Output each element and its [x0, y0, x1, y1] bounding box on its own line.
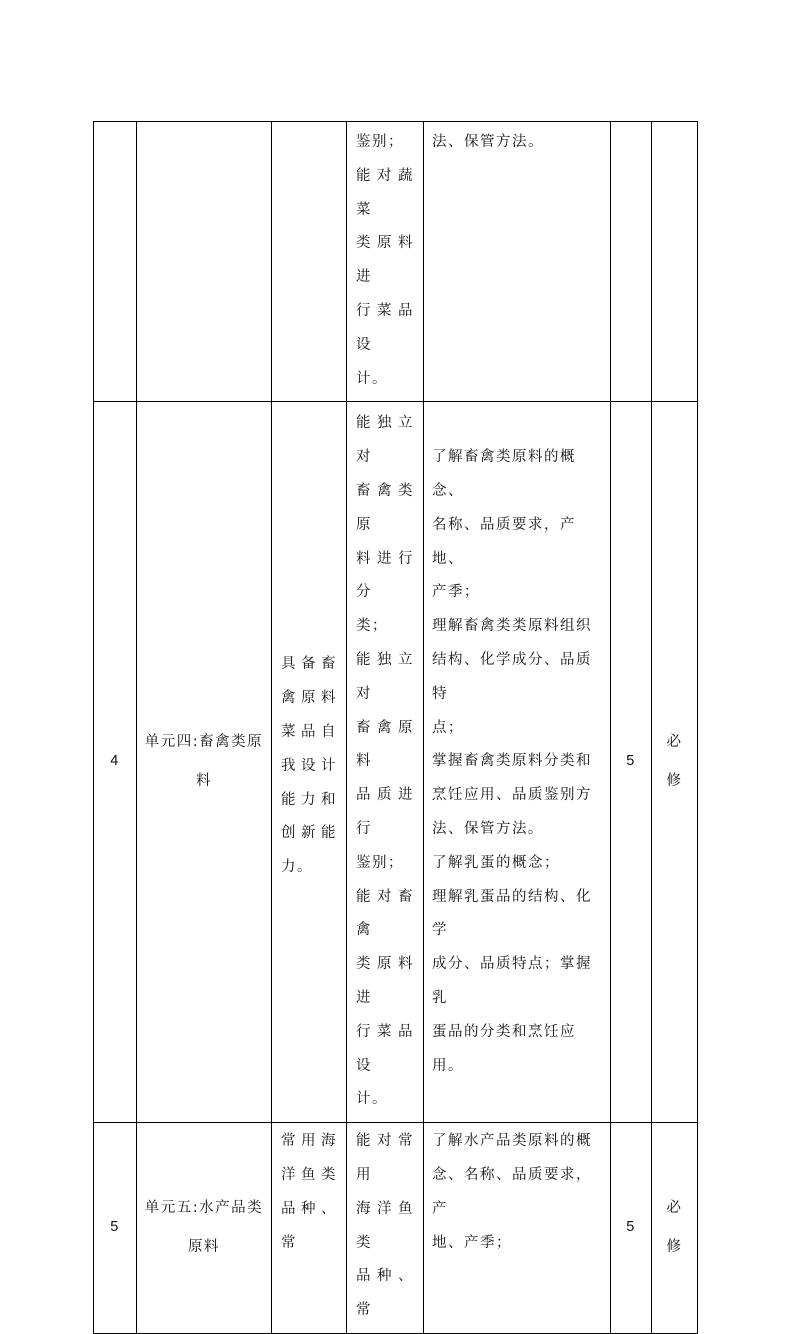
cell-unit: 单元五:水产品类 原料	[137, 1123, 272, 1334]
cell-skill: 能对常用 海洋鱼类 品种、常	[347, 1123, 424, 1334]
cell-skill: 鉴别； 能对蔬菜 类原料进 行菜品设 计。	[347, 122, 424, 402]
cell-ability: 具备畜 禽原料 菜品自 我设计 能力和 创新能 力。	[272, 402, 347, 1123]
cell-type	[652, 122, 698, 402]
cell-hours	[611, 122, 652, 402]
cell-unit: 单元四:畜禽类原 料	[137, 402, 272, 1123]
cell-hours: 5	[611, 1123, 652, 1334]
cell-number: 5	[94, 1123, 137, 1334]
cell-unit	[137, 122, 272, 402]
course-table	[93, 121, 698, 1334]
cell-number	[94, 122, 137, 402]
table-row	[94, 1123, 698, 1334]
cell-type: 必 修	[652, 1123, 698, 1334]
cell-knowledge: 了解水产品类原料的概 念、名称、品质要求，产 地、产季；	[424, 1123, 611, 1334]
cell-ability	[272, 122, 347, 402]
cell-skill: 能独立对 畜禽类原 料进行分 类； 能独立对 畜禽原料 品质进行 鉴别； 能对畜禽 类原料进 行菜品设 计。	[347, 402, 424, 1123]
cell-knowledge: 法、保管方法。	[424, 122, 611, 402]
cell-type: 必 修	[652, 402, 698, 1123]
table-row	[94, 122, 698, 402]
cell-number: 4	[94, 402, 137, 1123]
cell-knowledge: 了解畜禽类原料的概念、 名称、品质要求，产地、 产季； 理解畜禽类类原料组织 结构、化学成分、品质特 点； 掌握畜禽类原料分类和 烹饪应用、品质鉴别方 法、保管方法。 了解乳蛋的概念； 理解乳蛋品的结构、化学 成分、品质特点；掌握乳 蛋品的分类和烹饪应用。	[424, 402, 611, 1123]
table-row	[94, 402, 698, 1123]
cell-ability: 常用海 洋鱼类 品种、常	[272, 1123, 347, 1334]
cell-hours: 5	[611, 402, 652, 1123]
